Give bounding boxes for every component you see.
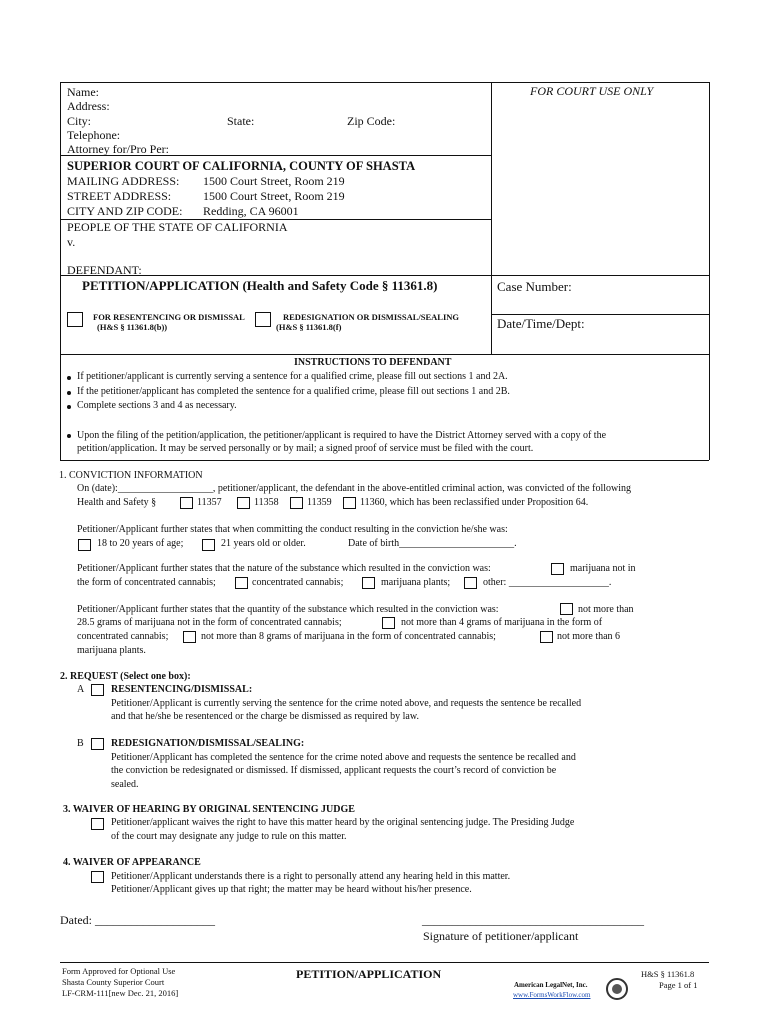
age-21-plus-checkbox[interactable] [202,539,215,551]
code-11359-checkbox[interactable] [290,497,303,509]
footer-court: Shasta County Superior Court [62,977,165,987]
age-21-plus-label: 21 years old or older. [221,538,306,549]
nature-intro: Petitioner/Applicant further states that the nature of the substance which resulted in the conviction was: [77,563,491,574]
nature-marijuana-label: marijuana not in [570,563,636,574]
instruction-item-4-line2: petition/application. It may be served personally or by mail; a signed proof of service must be filed with the court. [77,443,534,454]
option-a-title: RESENTENCING/DISMISSAL: [111,684,253,695]
section3-heading: 3. WAIVER OF HEARING BY ORIGINAL SENTENCING JUDGE [63,804,355,815]
section2-heading: 2. REQUEST (Select one box): [60,671,191,682]
redesignation-sealing-checkbox[interactable] [91,738,104,750]
qty-6-plants-label-2: marijuana plants. [77,645,146,656]
versus-label: v. [67,235,76,249]
qty-8g-label: not more than 8 grams of marijuana in the form of concentrated cannabis; [201,631,496,642]
code-11358-label: 11358 [254,497,279,508]
footer-form-title: PETITION/APPLICATION [296,967,442,981]
redesignation-option-checkbox[interactable] [255,312,271,327]
redesignation-option-line1: REDESIGNATION OR DISMISSAL/SEALING [283,312,460,322]
zip-label: Zip Code: [347,114,396,128]
option-b-letter: B [77,738,84,749]
qty-28g-checkbox[interactable] [560,603,573,615]
code-11357-label: 11357 [197,497,222,508]
footer-code: H&S § 11361.8 [641,969,695,979]
bullet-icon [67,391,71,395]
nature-other-checkbox[interactable] [464,577,477,589]
qty-4g-label: not more than 4 grams of marijuana in the form of [401,617,603,628]
nature-concentrated-label: concentrated cannabis; [252,577,344,588]
qty-4g-label-2: concentrated cannabis; [77,631,169,642]
code-11357-checkbox[interactable] [180,497,193,509]
address-label: Address: [67,99,110,113]
age-18-20-checkbox[interactable] [78,539,91,551]
option-b-text-2: the conviction be redesignated or dismissed. If dismissed, applicant requests the court’s record of conviction be [111,765,557,776]
resentencing-option-checkbox[interactable] [67,312,83,327]
code-11359-label: 11359 [307,497,332,508]
telephone-label: Telephone: [67,128,121,142]
code-11360-label: 11360, which has been reclassified under Proposition 64. [360,497,589,508]
court-name: SUPERIOR COURT OF CALIFORNIA, COUNTY OF SHASTA [67,159,416,173]
name-label: Name: [67,85,99,99]
footer-page: Page 1 of 1 [659,980,698,990]
bullet-icon [67,376,71,380]
bullet-icon [67,405,71,409]
waiver-hearing-text-2: of the court may designate any judge to rule on this matter. [111,831,347,842]
instruction-item-1: If petitioner/applicant is currently serving a sentence for a qualified crime, please fill out sections 1 and 2A. [77,371,508,382]
footer-form-id: LF-CRM-111[new Dec. 21, 2016] [62,988,179,998]
date-of-birth-field: Date of birth_______________________. [348,538,517,549]
resentencing-dismissal-checkbox[interactable] [91,684,104,696]
nature-marijuana-label-2: the form of concentrated cannabis; [77,577,216,588]
legalnet-name: American LegalNet, Inc. [514,981,588,989]
option-b-title: REDESIGNATION/DISMISSAL/SEALING: [111,738,305,749]
waiver-appearance-checkbox[interactable] [91,871,104,883]
quantity-intro: Petitioner/Applicant further states that the quantity of the substance which resulted in the conviction was: [77,604,499,615]
people-label: PEOPLE OF THE STATE OF CALIFORNIA [67,220,288,234]
date-time-dept-label: Date/Time/Dept: [497,316,585,331]
option-a-text-1: Petitioner/Applicant is currently serving the sentence for the crime noted above, and requests the sentence be recalled [111,698,582,709]
city-label: City: [67,114,92,128]
qty-4g-checkbox[interactable] [382,617,395,629]
cityzip-label: CITY AND ZIP CODE: [67,204,183,218]
dated-field[interactable]: Dated: ____________________ [60,913,215,927]
footer-divider [60,962,709,963]
mailing-label: MAILING ADDRESS: [67,174,180,188]
waiver-hearing-text-1: Petitioner/applicant waives the right to have this matter heard by the original sentencing judge. The Presiding Judge [111,817,575,828]
footer-approved: Form Approved for Optional Use [62,966,176,976]
qty-8g-checkbox[interactable] [183,631,196,643]
qty-6-plants-checkbox[interactable] [540,631,553,643]
cityzip-value: Redding, CA 96001 [203,204,299,218]
code-11360-checkbox[interactable] [343,497,356,509]
section1-heading: 1. CONVICTION INFORMATION [59,470,203,481]
code-11358-checkbox[interactable] [237,497,250,509]
redesignation-option-line2: (H&S § 11361.8(f) [276,322,342,332]
signature-label: Signature of petitioner/applicant [423,929,579,943]
instructions-heading: INSTRUCTIONS TO DEFENDANT [294,357,452,368]
age-intro: Petitioner/Applicant further states that when committing the conduct resulting in the conviction he/she was: [77,524,508,535]
qty-28g-label: not more than [578,604,634,615]
state-label: State: [227,114,255,128]
resentencing-option-line2: (H&S § 11361.8(b)) [97,322,168,332]
defendant-label: DEFENDANT: [67,263,142,277]
option-a-letter: A [77,684,85,695]
nature-plants-checkbox[interactable] [362,577,375,589]
option-b-text-1: Petitioner/Applicant has completed the sentence for the crime noted above and requests the sentence be recalled and [111,752,576,763]
resentencing-option-line1: FOR RESENTENCING OR DISMISSAL [93,312,245,322]
bullet-icon [67,434,71,438]
nature-marijuana-checkbox[interactable] [551,563,564,575]
option-b-text-3: sealed. [111,779,139,790]
option-a-text-2: and that he/she be resentenced or the charge be dismissed as required by law. [111,711,419,722]
instruction-item-3: Complete sections 3 and 4 as necessary. [77,400,237,411]
attorney-label: Attorney for/Pro Per: [67,142,169,156]
street-value: 1500 Court Street, Room 219 [203,189,345,203]
signature-line[interactable]: _____________________________________ [422,913,644,927]
case-number-label: Case Number: [497,279,572,294]
street-label: STREET ADDRESS: [67,189,172,203]
qty-6-plants-label: not more than 6 [557,631,621,642]
form-title: PETITION/APPLICATION (Health and Safety Code § 11361.8) [82,278,438,293]
court-use-only: FOR COURT USE ONLY [530,84,654,98]
qty-28g-label-2: 28.5 grams of marijuana not in the form of concentrated cannabis; [77,617,342,628]
legalnet-logo-icon [606,978,628,1000]
nature-plants-label: marijuana plants; [381,577,451,588]
conviction-date-line: On (date):___________________, petitioner/applicant, the defendant in the above-entitled criminal action, was convicted of the following [77,483,632,494]
nature-other-label: other: ____________________. [483,577,612,588]
legalnet-link[interactable]: www.FormsWorkFlow.com [513,991,591,999]
waiver-appearance-text-2: Petitioner/Applicant gives up that right; the matter may be heard without his/her presence. [111,884,472,895]
waiver-appearance-text-1: Petitioner/Applicant understands there is a right to personally attend any hearing held in this matter. [111,871,511,882]
mailing-value: 1500 Court Street, Room 219 [203,174,345,188]
instruction-item-4-line1: Upon the filing of the petition/application, the petitioner/applicant is required to have the District Attorney served with a copy of the [77,430,607,441]
section4-heading: 4. WAIVER OF APPEARANCE [63,857,201,868]
waiver-hearing-checkbox[interactable] [91,818,104,830]
age-18-20-label: 18 to 20 years of age; [97,538,184,549]
instruction-item-2: If the petitioner/applicant has completed the sentence for a qualified crime, please fill out sections 1 and 2B. [77,386,510,397]
nature-concentrated-checkbox[interactable] [235,577,248,589]
hs-label: Health and Safety § [77,497,157,508]
